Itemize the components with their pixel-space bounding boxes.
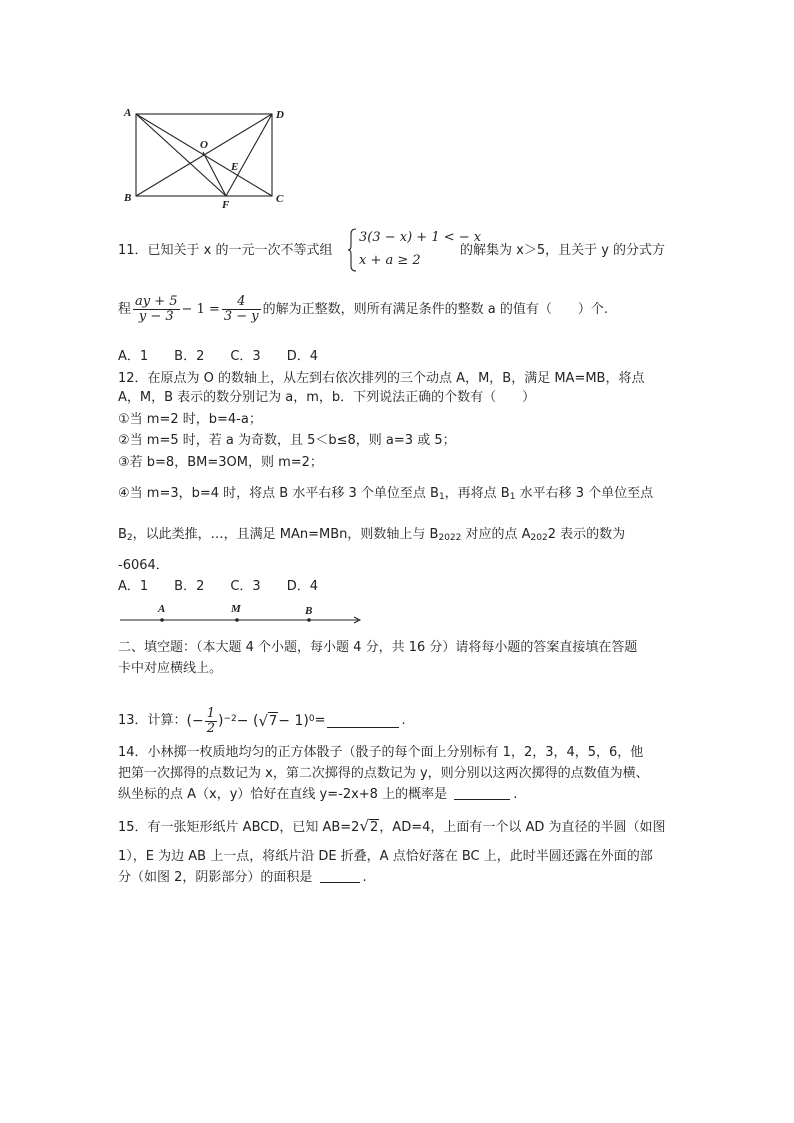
q12-item4-b: ，再将点 B — [444, 486, 510, 501]
label-A: A — [124, 107, 132, 119]
q15-line1 — [118, 817, 666, 837]
numberline-label-A: A — [158, 603, 166, 615]
numberline-label-M: M — [231, 603, 241, 615]
section2-line1: 二、填空题：（本大题 4 个小题，每小题 4 分，共 16 分）请将每小题的答案直接填在答题 — [118, 640, 638, 655]
q11-intro: 11．已知关于 x 的一元一次不等式组 — [118, 243, 333, 258]
q15-line1-a: 15．有一张矩形纸片 ABCD，已知 AB=2 — [118, 820, 360, 835]
q12-item4-line2-c: 对应的点 A — [461, 527, 531, 542]
q12-item4-c: 水平右移 3 个单位至点 — [515, 486, 654, 501]
q14-line3-text: 纵坐标的点 A（x，y）恰好在直线 y=-2x+8 上的概率是 — [118, 787, 448, 802]
q14-line3 — [118, 786, 517, 804]
q11-frac2-num: 4 — [222, 295, 261, 310]
q13-expr-c: − ( — [236, 713, 259, 729]
q13-end: . — [401, 713, 406, 728]
q14-end: . — [513, 787, 518, 802]
q13-expr-b: ) — [218, 713, 224, 729]
label-F: F — [222, 199, 230, 211]
q12-line1: 12．在原点为 O 的数轴上，从左到右依次排列的三个动点 A，M，B，满足 MA=MB，将点 — [118, 371, 645, 386]
q13-answer-blank[interactable] — [327, 715, 399, 728]
q13-sqrt-arg: 7 — [269, 713, 278, 729]
q11-eq-mid: − 1 = — [181, 301, 220, 317]
label-C: C — [276, 193, 284, 205]
q12-item3: ③若 b=8，BM=3OM，则 m=2； — [118, 455, 323, 470]
q12-item4-line2-d: 2 表示的数为 — [547, 527, 626, 542]
q12-item4-line1 — [118, 485, 653, 506]
q12-item4-sub1: 1 — [438, 492, 445, 502]
q11-frac1-den: y − 3 — [138, 309, 174, 324]
q15-line1-b: ，AD=4，上面有一个以 AD 为直径的半圆（如图 — [379, 820, 666, 835]
q11-system-line1: 3(3 − x) + 1 < − x — [359, 230, 482, 245]
q15-line3-text: 分（如图 2，阴影部分）的面积是 — [118, 870, 313, 885]
q11-tail: 的解集为 x＞5，且关于 y 的分式方 — [460, 243, 666, 258]
q12-item4-line3: -6064． — [118, 558, 169, 573]
q15-sqrt-arg: 2 — [370, 820, 379, 835]
q12-item4-a: ④当 m=3，b=4 时，将点 B 水平右移 3 个单位至点 B — [118, 486, 439, 501]
label-E: E — [231, 161, 239, 173]
q13-prefix: 13．计算： — [118, 713, 187, 728]
q11-line2-prefix: 程 — [118, 301, 132, 317]
label-B: B — [124, 192, 132, 204]
q12-item4-line2-sub1: 2 — [126, 533, 133, 543]
q11-frac2-den: 3 − y — [223, 309, 259, 324]
q12-options: A．1 B．2 C．3 D．4 — [118, 579, 318, 594]
q12-item4-line2-sub2: 2022 — [438, 533, 462, 543]
q13-expr-a: (− — [186, 713, 204, 729]
q12-item4-line2-sub3: 202 — [530, 533, 548, 543]
q13-fraction — [205, 707, 217, 736]
q15-answer-blank[interactable] — [320, 870, 360, 883]
q12-item2: ②当 m=5 时，若 a 为奇数，且 5＜b≤8，则 a=3 或 5； — [118, 433, 456, 448]
section2-line2: 卡中对应横线上。 — [118, 661, 223, 676]
label-D: D — [276, 109, 284, 121]
label-O: O — [200, 139, 208, 151]
q15-end: . — [362, 870, 367, 885]
q15-line3 — [118, 869, 367, 887]
q11-fraction2 — [222, 295, 261, 324]
q12-line2: A，M，B 表示的数分别记为 a，m，b．下列说法正确的个数有（ ） — [118, 390, 536, 405]
q12-item4-sub2: 1 — [509, 492, 516, 502]
q11-frac1-num: ay + 5 — [135, 294, 178, 309]
q12-item4-line2-b: ，以此类推，…，且满足 MAn=MBn，则数轴上与 B — [132, 527, 439, 542]
q14-line1: 14．小林掷一枚质地均匀的正方体骰子（骰子的每个面上分别标有 1，2，3，4，5，6，他 — [118, 745, 644, 760]
system-brace — [348, 228, 358, 272]
q11-line2-tail: 的解为正整数，则所有满足条件的整数 a 的值有（ ）个. — [262, 301, 609, 317]
q13 — [118, 706, 406, 736]
q12-item4-line2 — [118, 526, 625, 547]
q13-exp2: 0 — [308, 714, 315, 724]
q11-fraction1 — [133, 295, 180, 324]
q13-frac-num: 1 — [206, 705, 216, 721]
q11-line1 — [118, 242, 333, 260]
q12-item1: ①当 m=2 时，b=4-a； — [118, 412, 262, 427]
q13-exp1: −2 — [223, 714, 237, 724]
q11-system-line2: x + a ≥ 2 — [359, 253, 421, 268]
q13-sqrt-sym: √ — [258, 712, 268, 730]
q15-sqrt-sym: √ — [359, 817, 370, 835]
number-line — [118, 600, 368, 626]
rectangle-figure — [118, 104, 298, 212]
q13-frac-den: 2 — [206, 720, 216, 736]
q15-line2: 1），E 为边 AB 上一点，将纸片沿 DE 折叠，A 点恰好落在 BC 上，此时半圆还露在外面的部 — [118, 849, 653, 864]
q13-expr-e: = — [314, 713, 326, 728]
q13-expr-d: − 1) — [278, 713, 309, 729]
q14-line2: 把第一次掷得的点数记为 x，第二次掷得的点数记为 y，则分别以这两次掷得的点数值为横、 — [118, 766, 649, 781]
q12-item4-line2-a: B — [118, 527, 127, 542]
numberline-label-B: B — [305, 605, 313, 617]
q11-options: A．1 B．2 C．3 D．4 — [118, 349, 318, 364]
q14-answer-blank[interactable] — [454, 787, 510, 800]
q11-line2 — [118, 295, 608, 324]
